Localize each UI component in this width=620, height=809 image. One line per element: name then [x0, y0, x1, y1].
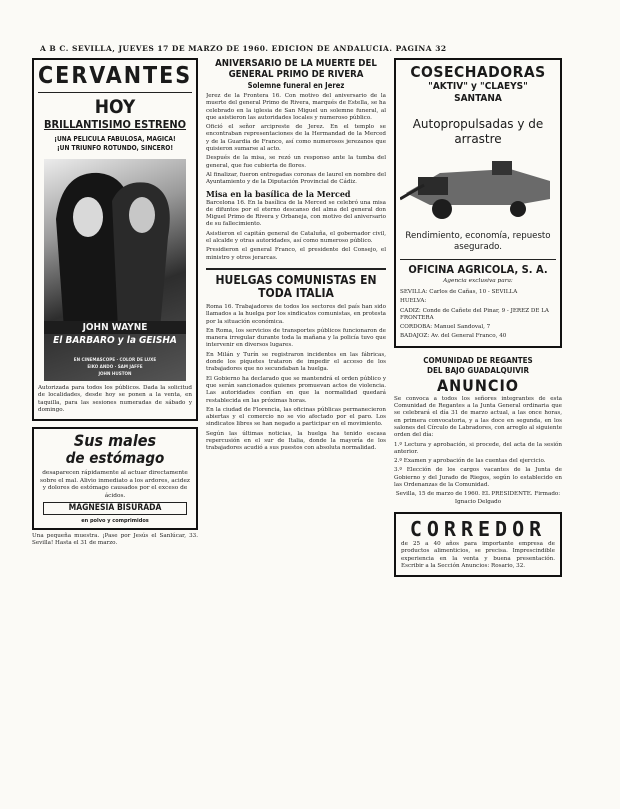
address-item: SEVILLA: Carlos de Cañas, 10 - SEVILLA — [400, 289, 518, 295]
oficina-agricola: OFICINA AGRICOLA, S. A. — [408, 263, 548, 276]
page-header: A B C. SEVILLA, JUEVES 17 DE MARZO DE 1960. EDICION DE ANDALUCIA. PAGINA 32 — [40, 44, 447, 53]
anuncio-title: ANUNCIO — [436, 375, 520, 395]
huelgas-paragraph: En la ciudad de Florencia, las oficinas públicas permanecieron abiertas y el comercio no se vio afectado por el paro. Los sindicatos libres se han negado a participar en el movimiento. — [206, 406, 386, 428]
magnesia-ad — [32, 427, 198, 530]
comunidad-head-2: DEL BAJO GUADALQUIVIR — [427, 365, 529, 375]
column-left — [32, 58, 198, 803]
film-poster — [44, 159, 186, 381]
huelgas-headline: HUELGAS COMUNISTAS EN TODA ITALIA — [215, 272, 377, 300]
star-name: JOHN WAYNE — [44, 321, 186, 334]
address-item: CADIZ: Conde de Cañete del Pinar, 9 - JEREZ DE LA FRONTERA — [400, 307, 549, 321]
primo-paragraph: Después de la misa, se rezó un responso ante la tumba del general, que fue cubierta de flores. — [206, 155, 386, 169]
theater-name: CERVANTES — [38, 63, 193, 89]
corredor-ad — [394, 512, 562, 577]
magnesia-body: desaparecen rápidamente al actuar directamente sobre el mal. Alivio inmediato a los ardores, acidez y dolores de estómago causados por el exceso de ácidos. — [40, 470, 190, 499]
huelgas-paragraph: Roma 16. Trabajadores de todos los sectores del país han sido llamados a la huelga por los sindicatos comunistas, en protesta por la situación económica. — [206, 303, 386, 325]
cosechadoras-slogan: Rendimiento, economía, repuesto asegurado. — [405, 231, 551, 252]
cervantes-note: Autorizada para todos los públicos. Dada la solicitud de localidades, desde hoy se ponen a la venta, en taquilla, para las sesiones numeradas de sábado y domingo. — [38, 385, 192, 413]
comunidad-head-1: COMUNIDAD DE REGANTES — [423, 355, 533, 365]
magnesia-product: MAGNESIA BISURADA — [43, 502, 187, 515]
mass-paragraph: Barcelona 16. En la basílica de la Merced se celebró una misa de difuntos por el eterno descanso del alma del general don Miguel Primo de Rivera y Orbaneja, con motivo del aniversario de su fallecimiento. — [206, 199, 386, 228]
tagline-2: ¡UN TRIUNFO ROTUNDO, SINCERO! — [56, 144, 174, 152]
mass-paragraph: Asistieron el capitán general de Cataluña, el gobernador civil, el alcalde y otras autoridades, así como numeroso público. — [206, 230, 386, 245]
cosechadoras-title: COSECHADORAS — [410, 63, 546, 81]
mass-paragraph: Presidieron el general Franco, el presidente del Consejo, el ministro y otros jerarcas. — [206, 247, 386, 261]
agency-label: Agencia exclusiva para: — [443, 278, 513, 284]
primo-subhead: Solemne funeral en Jerez — [247, 81, 345, 90]
cosechadoras-ad — [394, 58, 562, 348]
huelgas-paragraph: El Gobierno ha declarado que se mantendrá el orden público y que serán sancionados quienes promuevan actos de violencia. Las autoridades confían en que la normalidad quedará restablecida en las próximas horas. — [206, 375, 386, 404]
column-right — [394, 58, 562, 803]
tagline-1: ¡UNA PELICULA FABULOSA, MAGICA! — [54, 135, 176, 143]
cosechadoras-brands: "AKTIV" y "CLAEYS" — [428, 81, 528, 92]
cosechadoras-types: Autopropulsadas y de arrastre — [412, 117, 544, 146]
address-item: CORDOBA: Manuel Sandoval, 7 — [400, 324, 491, 331]
film-cast: EIKO ANDO · SAM JAFFE — [87, 365, 143, 370]
address-item: BADAJOZ: Av. del General Franco, 40 — [400, 333, 507, 340]
huelgas-paragraph: En Roma, los servicios de transportes públicos funcionaron de manera irregular durante toda la mañana y la policía tuvo que intervenir en diversos lugares. — [206, 327, 386, 349]
poster-figures — [44, 159, 186, 329]
primo-headline: ANIVERSARIO DE LA MUERTE DEL GENERAL PRIMO DE RIVERA — [215, 58, 377, 80]
magnesia-form: en polvo y comprimidos — [81, 518, 149, 525]
comunidad-paragraph: 2.º Examen y aprobación de las cuentas del ejercicio. — [394, 458, 546, 465]
comunidad-paragraph: 1.º Lectura y aprobación, si procede, del acta de la sesión anterior. — [394, 441, 562, 455]
magnesia-headline-2: de estómago — [65, 449, 165, 468]
huelgas-paragraph: En Milán y Turín se registraron incidentes en las fábricas, donde los piquetes trataron de impedir el acceso de los trabajadores que no secundaban la huelga. — [206, 351, 386, 373]
today-label: HOY — [94, 96, 136, 118]
film-director: JOHN HUSTON — [98, 372, 132, 377]
huelgas-paragraph: Según las últimas noticias, la huelga ha tenido escasa repercusión en el sur de Italia, donde la mayoría de los trabajadores acudió a sus puestos con absoluta normalidad. — [206, 430, 386, 452]
primo-paragraph: Ofició el señor arcipreste de Jerez. En el templo se encontraban representaciones de la Hermandad de la Merced y de la Guardia de Franco, así como numerosos jerezanos que quisieron sumarse al acto. — [206, 124, 386, 153]
magnesia-footer: Una pequeña muestra. ¡Pase por Jesús el Sanlúcar, 33. Sevilla! Hasta el 31 de marzo. — [32, 533, 198, 547]
comunidad-paragraph: 3.º Elección de los cargos vacantes de la Junta de Gobierno y del Jurado de Riegos, según lo establecido en las Ordenanzas de la Comunidad. — [394, 467, 562, 489]
magnesia-headline-1: Sus males — [73, 431, 157, 451]
comunidad-paragraph: Se convoca a todos los señores integrantes de esta Comunidad de Regantes a la Junta General ordinaria que se celebrará el día 31 de marzo actual, a las once horas, en primera convocatoria, y a las doce en segunda, en los salones del Círculo de Labradores, con arreglo al siguiente orden del día: — [394, 395, 562, 439]
address-item: HUELVA: — [400, 298, 427, 305]
cervantes-ad — [32, 58, 198, 421]
primo-paragraph: Al finalizar, fueron entregadas coronas de laurel en nombre del Ayuntamiento y de la Diputación Provincial de Cádiz. — [206, 171, 386, 186]
film-extra: EN CINEMASCOPE · COLOR DE LUXE — [73, 358, 157, 363]
comunidad-notice — [394, 356, 562, 506]
harvester-illustration — [400, 155, 556, 221]
corredor-title: CORREDOR — [409, 516, 547, 541]
cosechadoras-brand-santana: SANTANA — [454, 93, 502, 104]
premiere-label: BRILLANTISIMO ESTRENO — [43, 118, 187, 131]
film-title: El BARBARO y la GEISHA — [53, 335, 177, 346]
address-list — [400, 289, 556, 341]
mass-headline: Misa en la basílica de la Merced — [206, 188, 351, 199]
column-middle — [206, 58, 386, 803]
comunidad-signature: Sevilla, 15 de marzo de 1960. EL PRESIDENTE. Firmado: Ignacio Delgado — [395, 491, 561, 505]
corredor-body: de 25 a 40 años para importante empresa de productos alimenticios, se precisa. Imprescindible experiencia en la venta y buena presentación. Escribir a la Sección Anuncios: Rosario, 32. — [401, 540, 555, 569]
primo-paragraph: Jerez de la Frontera 16. Con motivo del aniversario de la muerte del general Primo de Rivera, marqués de Estella, se ha celebrado en la iglesia de San Miguel un solemne funeral, al que asistieron las autoridades locales y numeroso público. — [206, 93, 386, 121]
